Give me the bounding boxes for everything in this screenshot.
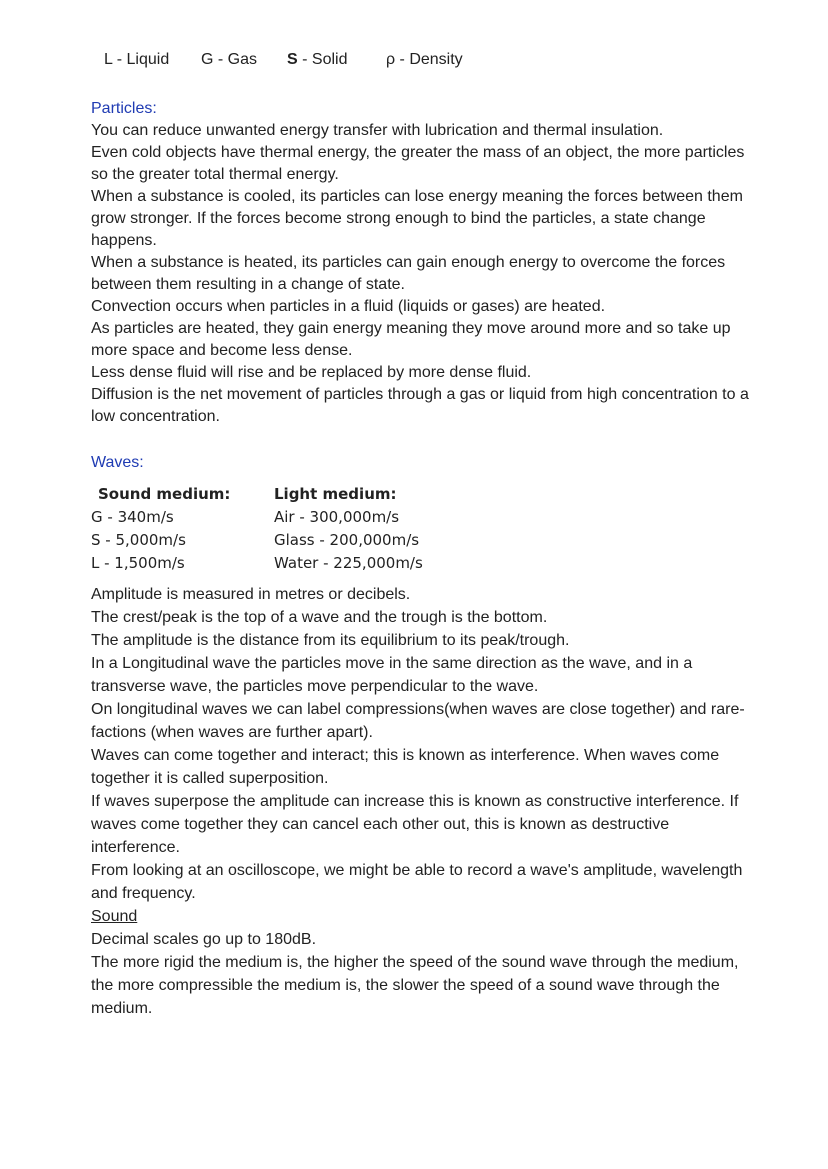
- waves-section-heading: [91, 452, 751, 474]
- waves-line: The amplitude is the distance from its equilibrium to its peak/trough.: [91, 632, 570, 649]
- particles-line: Convection occurs when particles in a fluid (liquids or gases) are heated.: [91, 298, 606, 315]
- waves-line: Amplitude is measured in metres or decibels.: [91, 586, 411, 603]
- particles-line: When a substance is cooled, its particles can lose energy meaning the forces between them grow stronger. If the forces become strong enough to bind the particles, a state change happens.: [91, 188, 743, 249]
- key-gas: G - Gas: [201, 51, 258, 68]
- particles-section: [91, 98, 751, 428]
- sound-medium-header: Sound medium:: [98, 485, 231, 503]
- light-medium-column: [274, 483, 423, 575]
- waves-heading: Waves:: [91, 454, 144, 471]
- sound-medium-cell: L - 1,500m/s: [91, 554, 185, 572]
- light-medium-cell: Glass - 200,000m/s: [274, 531, 420, 549]
- waves-line: From looking at an oscilloscope, we might be able to record a wave's amplitude, wavelength and frequency.: [91, 862, 743, 902]
- sound-line: Decimal scales go up to 180dB.: [91, 931, 317, 948]
- particles-line: As particles are heated, they gain energy meaning they move around more and so take up more space and become less dense.: [91, 320, 731, 359]
- light-medium-cell: Air - 300,000m/s: [274, 508, 400, 526]
- key-solid: S - Solid: [287, 51, 348, 68]
- waves-line: On longitudinal waves we can label compressions(when waves are close together) and rare-factions (when waves are further apart).: [91, 701, 745, 741]
- sound-line: The more rigid the medium is, the higher the speed of the sound wave through the medium, the more compressible the medium is, the slower the speed of a sound wave through the medium.: [91, 954, 739, 1017]
- particles-line: Diffusion is the net movement of particles through a gas or liquid from high concentration to a low concentration.: [91, 386, 749, 425]
- light-medium-header: Light medium:: [274, 485, 397, 503]
- particles-heading: Particles:: [91, 100, 157, 117]
- waves-body: [91, 583, 751, 1020]
- sound-subheading: Sound: [91, 908, 138, 925]
- waves-line: Waves can come together and interact; this is known as interference. When waves come together it is called superposition.: [91, 747, 720, 787]
- particles-line: Even cold objects have thermal energy, the greater the mass of an object, the more particles so the greater total thermal energy.: [91, 144, 745, 183]
- sound-medium-cell: G - 340m/s: [91, 508, 174, 526]
- key-liquid: L - Liquid: [104, 51, 170, 68]
- particles-line: You can reduce unwanted energy transfer with lubrication and thermal insulation.: [91, 122, 664, 139]
- waves-line: If waves superpose the amplitude can increase this is known as constructive interference. If waves come together they can cancel each other out, this is known as destructive interference.: [91, 793, 739, 856]
- waves-line: In a Longitudinal wave the particles move in the same direction as the wave, and in a transverse wave, the particles move perpendicular to the wave.: [91, 655, 693, 695]
- particles-body: [91, 120, 751, 428]
- light-medium-cell: Water - 225,000m/s: [274, 554, 423, 572]
- sound-medium-cell: S - 5,000m/s: [91, 531, 186, 549]
- waves-line: The crest/peak is the top of a wave and the trough is the bottom.: [91, 609, 548, 626]
- sound-medium-column: [91, 483, 231, 575]
- particles-line: Less dense fluid will rise and be replaced by more dense fluid.: [91, 364, 532, 381]
- key-density: ρ - Density: [386, 51, 463, 68]
- particles-line: When a substance is heated, its particles can gain enough energy to overcome the forces between them resulting in a change of state.: [91, 254, 726, 293]
